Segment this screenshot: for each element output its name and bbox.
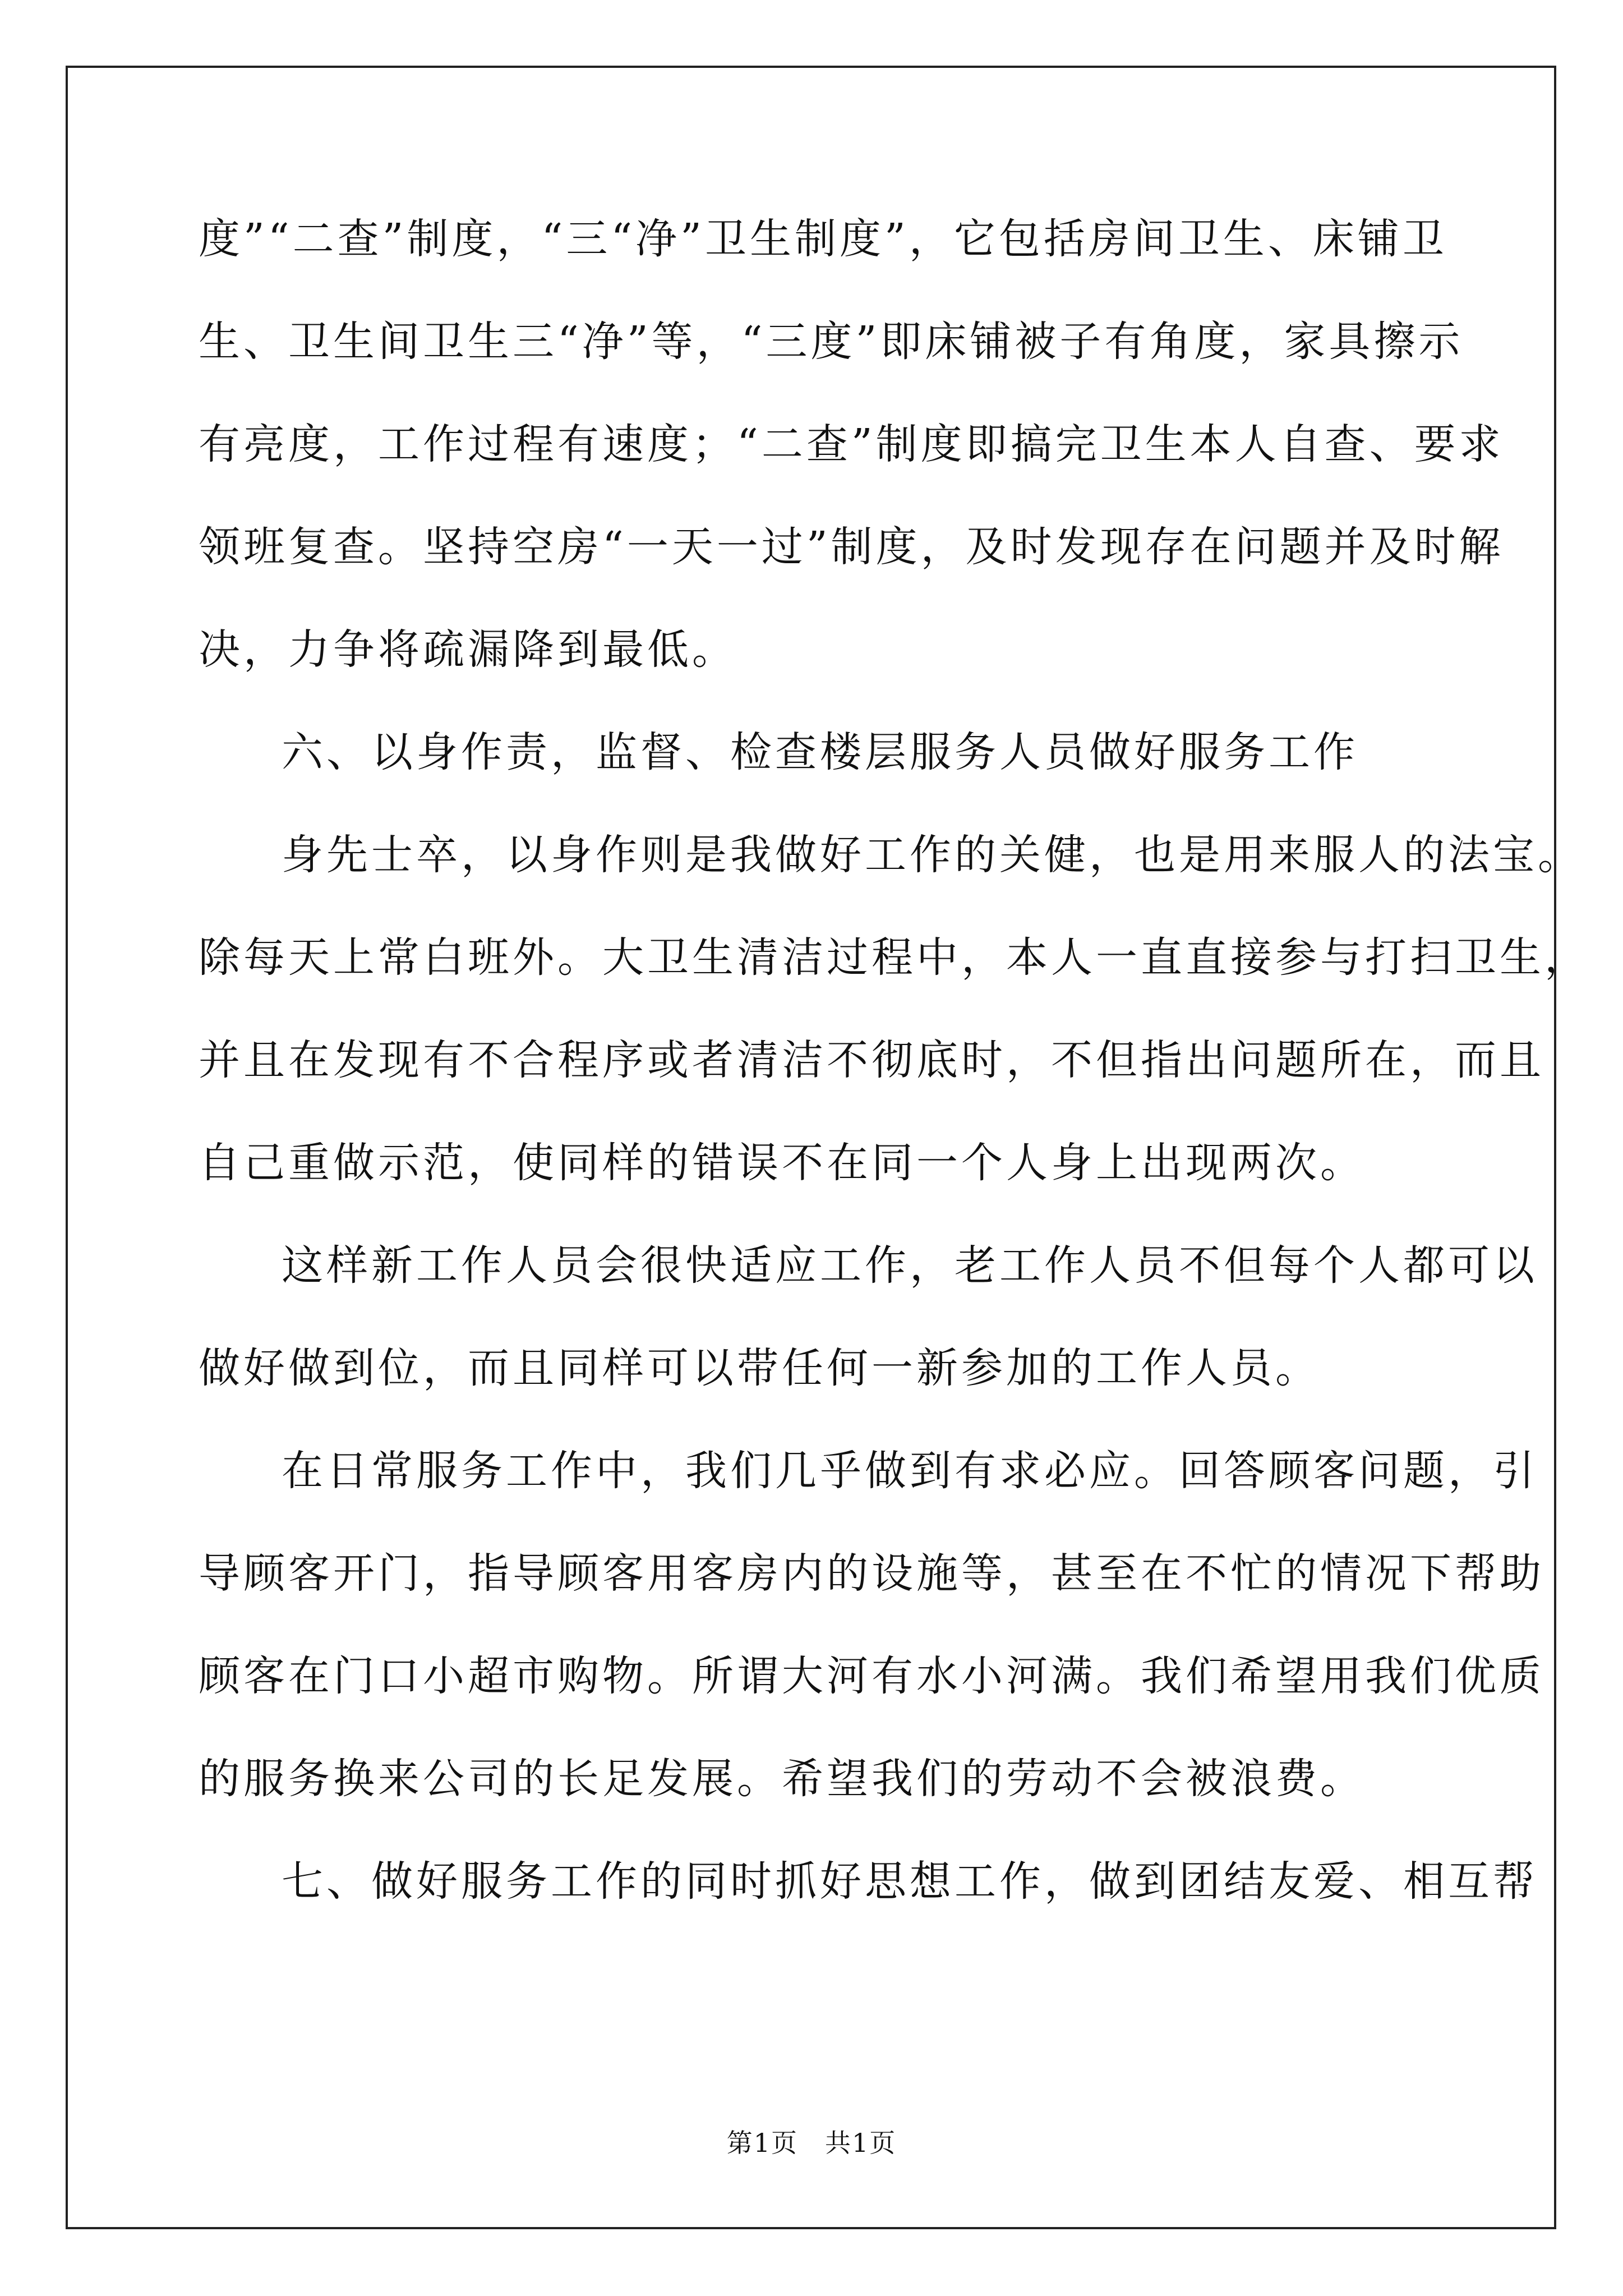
text-line: 这样新工作人员会很快适应工作，老工作人员不但每个人都可以: [282, 1241, 1538, 1290]
text-line: 领班复查。坚持空房“一天一过”制度，及时发现存在问题并及时解: [199, 523, 1504, 571]
text-line: 的服务换来公司的长足发展。希望我们的劳动不会被浪费。: [199, 1755, 1365, 1803]
text-line: 除每天上常白班外。大卫生清洁过程中，本人一直直接参与打扫卫生，: [199, 933, 1589, 982]
text-line: 并且在发现有不合程序或者清洁不彻底时，不但指出问题所在，而且: [199, 1036, 1544, 1084]
text-line: 七、做好服务工作的同时抓好思想工作，做到团结友爱、相互帮: [282, 1857, 1538, 1906]
text-line: 六、以身作责，监督、检查楼层服务人员做好服务工作: [282, 728, 1358, 776]
text-line: 顾客在门口小超市购物。所谓大河有水小河满。我们希望用我们优质: [199, 1652, 1544, 1700]
text-line: 做好做到位，而且同样可以带任何一新参加的工作人员。: [199, 1344, 1320, 1392]
text-line: 生、卫生间卫生三“净”等，“三度”即床铺被子有角度，家具擦示: [199, 318, 1464, 366]
text-line: 在日常服务工作中，我们几乎做到有求必应。回答顾客问题，引: [282, 1447, 1538, 1495]
text-line: 自己重做示范，使同样的错误不在同一个人身上出现两次。: [199, 1139, 1365, 1187]
document-body: [199, 188, 1589, 1933]
text-line: 导顾客开门，指导顾客用客房内的设施等，甚至在不忙的情况下帮助: [199, 1549, 1544, 1598]
text-line: 度”“二查”制度，“三“净”卫生制度”，它包括房间卫生、床铺卫: [199, 215, 1447, 263]
text-line: 有亮度，工作过程有速度；“二查”制度即搞完卫生本人自查、要求: [199, 420, 1504, 468]
text-line: 身先士卒，以身作则是我做好工作的关健，也是用来服人的法宝。: [282, 831, 1583, 879]
text-line: 决，力争将疏漏降到最低。: [199, 625, 737, 674]
page-footer: 第1页 共1页: [726, 2128, 897, 2158]
